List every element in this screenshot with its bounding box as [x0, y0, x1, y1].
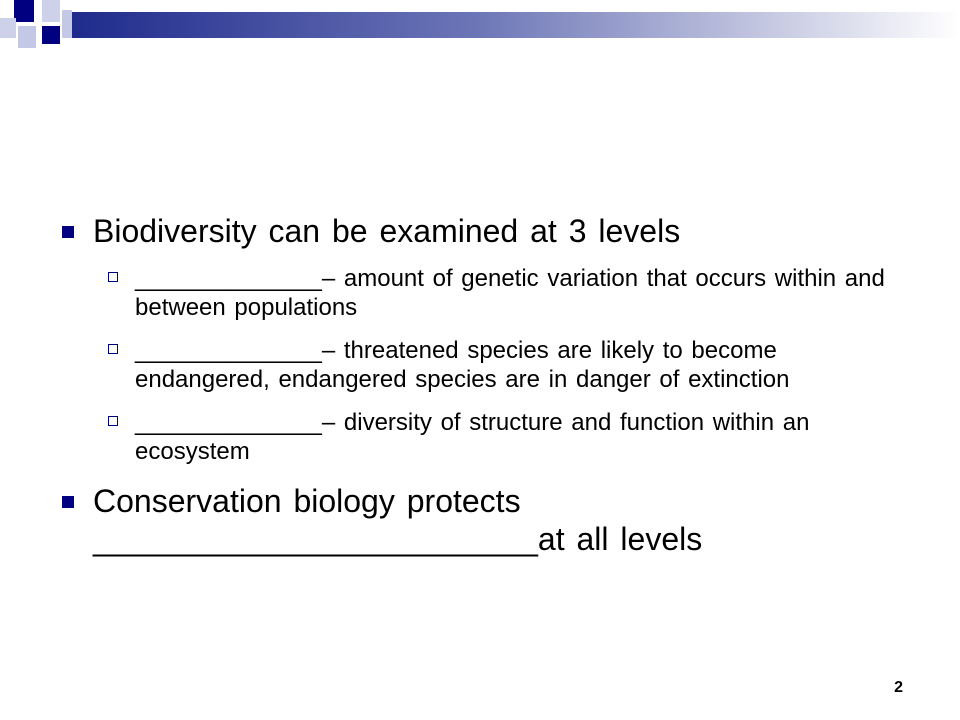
- bullet-text: Biodiversity can be examined at 3 levels: [93, 213, 681, 249]
- page-number: 2: [894, 679, 903, 696]
- slide-content: [60, 212, 910, 558]
- bullet-biodiversity-levels: [60, 212, 910, 250]
- sub-bullet-text: ______________– diversity of structure and function within an ecosystem: [135, 409, 810, 465]
- sub-bullet-text: ______________– amount of genetic variation that occurs within and between populations: [135, 265, 885, 321]
- sub-bullet-text: ______________– threatened species are likely to become endangered, endangered species are in danger of extinction: [135, 337, 790, 393]
- bullet-conservation-biology: [60, 482, 910, 558]
- hollow-square-bullet-icon: [108, 272, 118, 282]
- hollow-square-bullet-icon: [108, 416, 118, 426]
- header-decoration: [0, 0, 960, 56]
- square-bullet-icon: [62, 226, 74, 238]
- square-bullet-icon: [62, 496, 74, 508]
- bullet-text: Conservation biology protects _________________________at all levels: [93, 483, 703, 557]
- sub-bullet-genetic: [60, 264, 910, 322]
- sub-bullet-list: [60, 264, 910, 466]
- sub-bullet-ecosystem: [60, 408, 910, 466]
- sub-bullet-species: [60, 336, 910, 394]
- hollow-square-bullet-icon: [108, 344, 118, 354]
